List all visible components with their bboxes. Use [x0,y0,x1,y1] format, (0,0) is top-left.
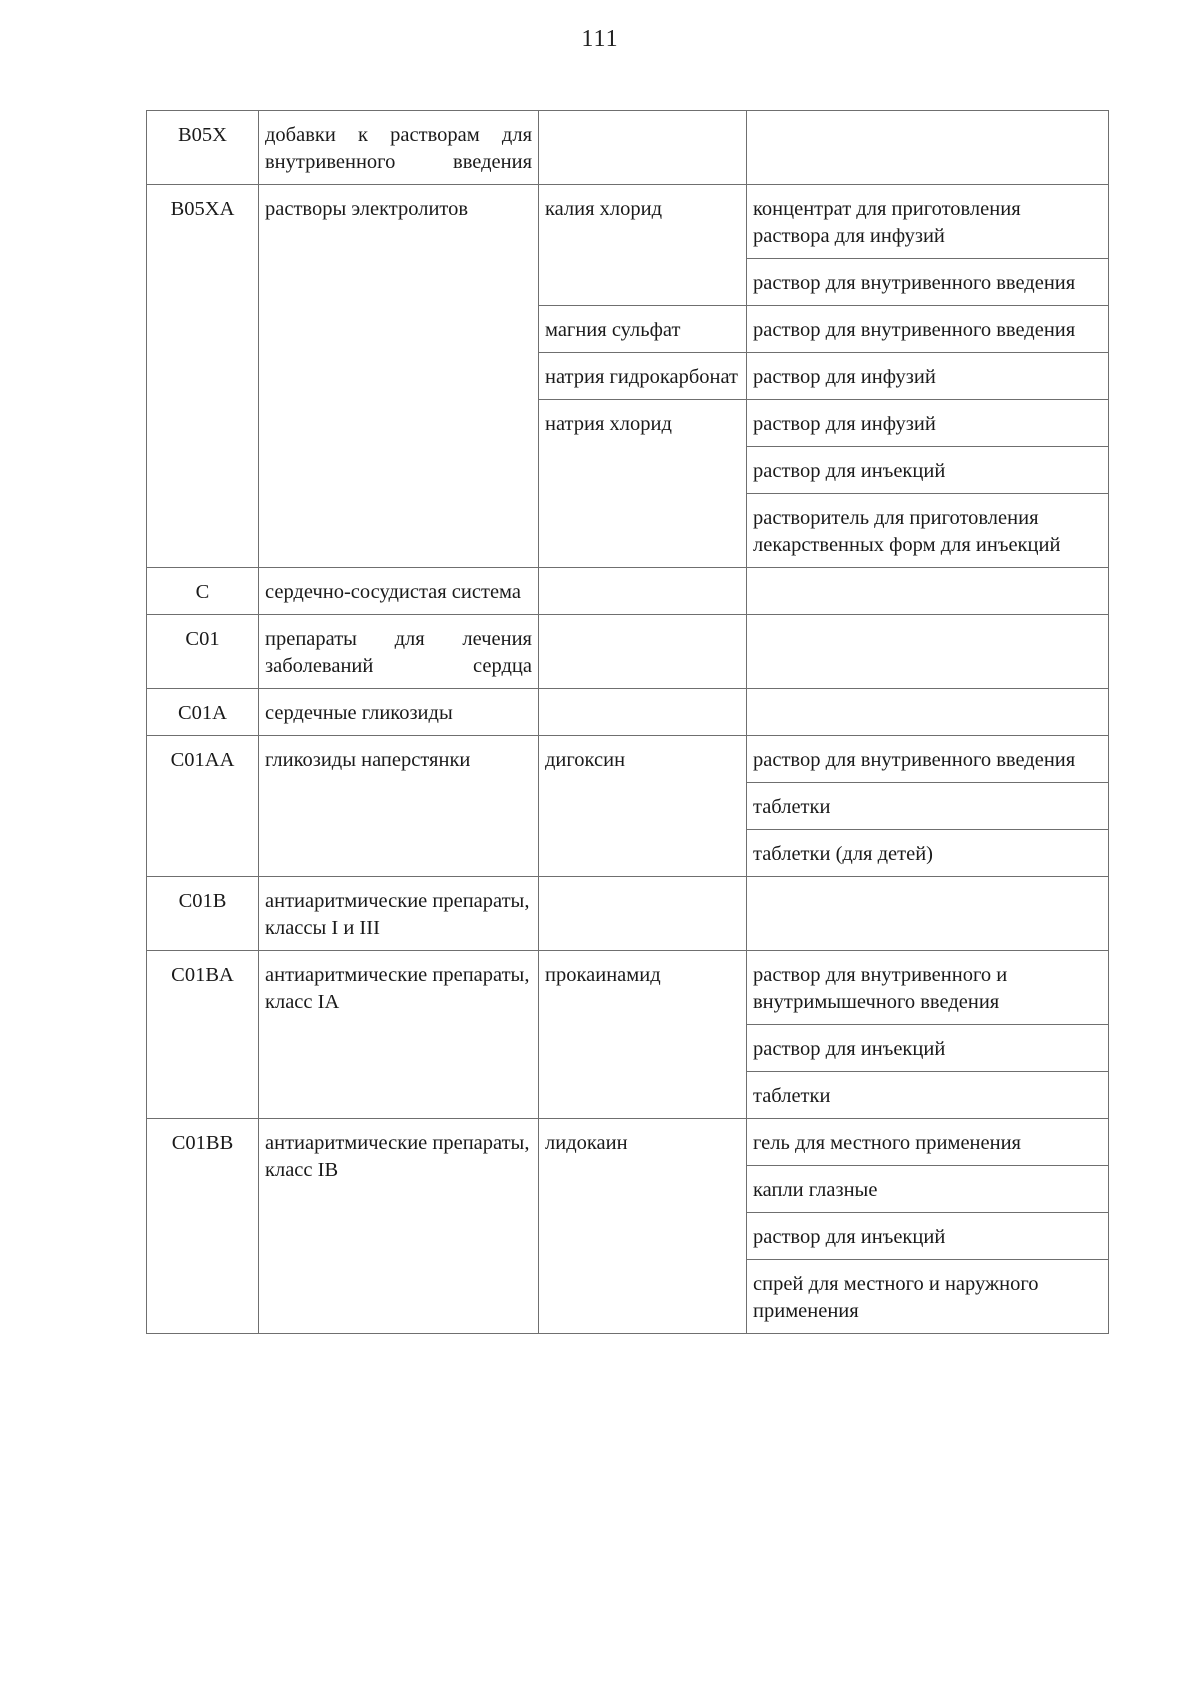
group-name: сердечно-сосудистая система [259,568,539,615]
dosage-form: раствор для инъекций [747,1213,1109,1260]
table-row [147,568,1109,615]
form-cell [747,689,1109,736]
atc-code: C [147,568,259,615]
group-name: растворы электролитов [259,185,539,568]
table-row [147,111,1109,185]
substance-name: калия хлорид [539,185,747,306]
atc-code: C01 [147,615,259,689]
atc-code: C01BA [147,951,259,1119]
substance-name: прокаинамид [539,951,747,1119]
group-name: гликозиды наперстянки [259,736,539,877]
group-name: сердечные гликозиды [259,689,539,736]
atc-code: C01BB [147,1119,259,1334]
substance-name: магния сульфат [539,306,747,353]
dosage-form: раствор для инфузий [747,353,1109,400]
group-name-text: добавки к растворам для внутривенного введения [265,124,532,173]
page-number: 111 [581,26,619,52]
dosage-form: раствор для инфузий [747,400,1109,447]
dosage-form: раствор для инъекций [747,1025,1109,1072]
dosage-form: гель для местного применения [747,1119,1109,1166]
atc-code: C01AA [147,736,259,877]
substance-cell [539,877,747,951]
group-name: антиаритмические препараты, класс IA [259,951,539,1119]
substance-name: лидокаин [539,1119,747,1334]
form-cell [747,111,1109,185]
table-row [147,689,1109,736]
table-row [147,736,1109,783]
dosage-form: капли глазные [747,1166,1109,1213]
form-cell [747,568,1109,615]
dosage-form: растворитель для приготовления лекарственных форм для инъекций [747,494,1109,568]
table-row [147,185,1109,259]
substance-name: натрия хлорид [539,400,747,568]
substance-cell [539,689,747,736]
atc-code: B05XA [147,185,259,568]
group-name [259,111,539,185]
dosage-form: раствор для инъекций [747,447,1109,494]
table-row [147,615,1109,689]
atc-code: C01A [147,689,259,736]
substance-cell [539,568,747,615]
drug-table [146,110,1109,1334]
atc-code: B05X [147,111,259,185]
substance-cell [539,615,747,689]
dosage-form: раствор для внутривенного введения [747,306,1109,353]
dosage-form: таблетки (для детей) [747,830,1109,877]
form-cell [747,615,1109,689]
group-name: антиаритмические препараты, классы I и III [259,877,539,951]
substance-name: дигоксин [539,736,747,877]
dosage-form: раствор для внутривенного введения [747,259,1109,306]
dosage-form: таблетки [747,1072,1109,1119]
table-row [147,877,1109,951]
table-row [147,951,1109,1025]
form-cell [747,877,1109,951]
group-name: антиаритмические препараты, класс IB [259,1119,539,1334]
group-name-text: препараты для лечения заболеваний сердца [265,628,532,677]
substance-name: натрия гидрокарбонат [539,353,747,400]
atc-code: C01B [147,877,259,951]
group-name [259,615,539,689]
dosage-form: спрей для местного и наружного применения [747,1260,1109,1334]
dosage-form: раствор для внутривенного введения [747,736,1109,783]
dosage-form: таблетки [747,783,1109,830]
substance-cell [539,111,747,185]
dosage-form: концентрат для приготовления раствора для инфузий [747,185,1109,259]
dosage-form: раствор для внутривенного и внутримышечного введения [747,951,1109,1025]
table-row [147,1119,1109,1166]
